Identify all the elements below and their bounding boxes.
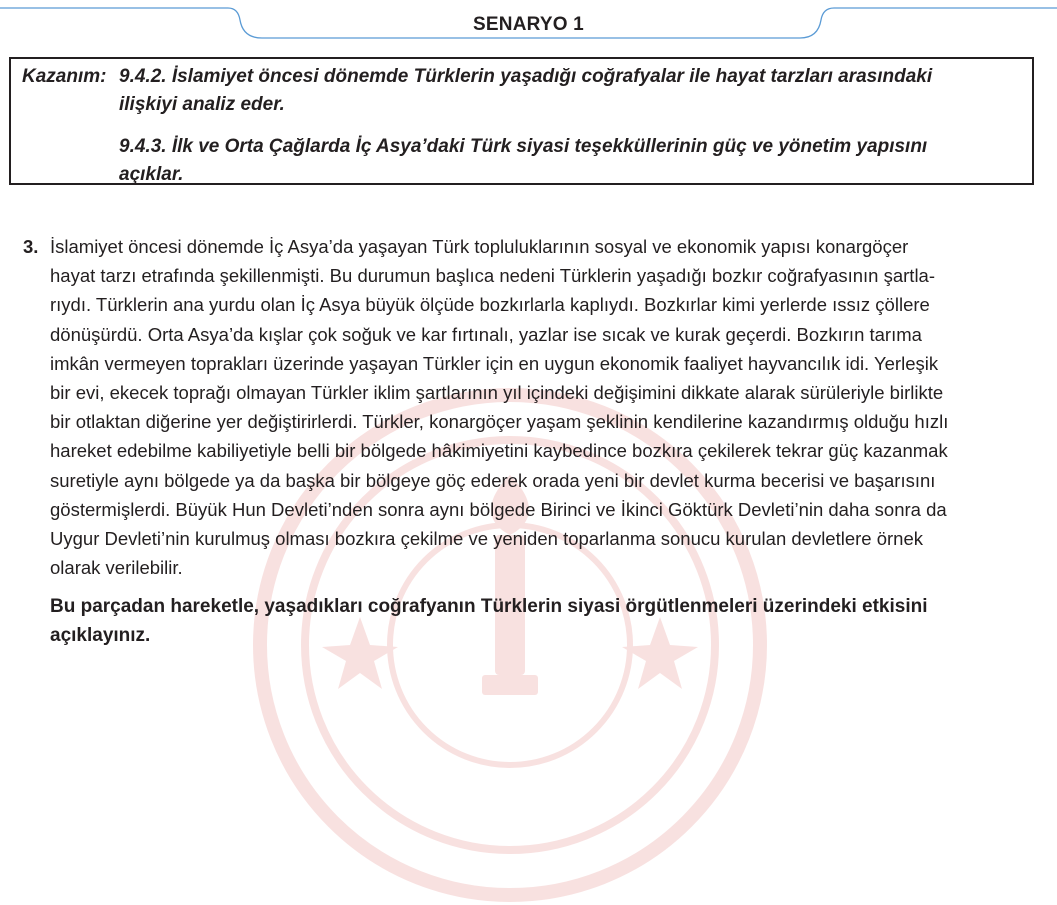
paragraph-line: bir evi, ekecek toprağı olmayan Türkler iklim şartlarının yıl içindeki değişimini dikkate alarak sürüleriyle birlikte [50, 381, 944, 403]
paragraph-line: rıydı. Türklerin ana yurdu olan İç Asya büyük ölçüde bozkırlarla kaplıydı. Bozkırlar kimi yerlerde ıssız çöllere [50, 294, 930, 316]
paragraph-line: İslamiyet öncesi dönemde İç Asya’da yaşayan Türk topluluklarının sosyal ve ekonomik yapısı konargöçer [50, 236, 909, 257]
paragraph-line: göstermişlerdi. Büyük Hun Devleti’nden sonra aynı bölgede Birinci ve İkinci Göktürk Devleti’nin daha sonra da [50, 498, 947, 520]
question-task [50, 592, 928, 650]
paragraph-line: hareket edebilme kabiliyetiyle belli bir bölgede hâkimiyetini kaybedince bozkıra çekilerek tekrar güç kazanmak [50, 440, 948, 462]
question-paragraph [50, 232, 948, 582]
paragraph-line: dönüşürdü. Orta Asya’da kışlar çok soğuk ve kar fırtınalı, yazlar ise sıcak ve kurak geçerdi. Bozkırın tarıma [50, 323, 922, 345]
task-line: açıklayınız. [50, 625, 151, 646]
paragraph-line: suretiyle aynı bölgede ya da başka bir bölgeye göç ederek orada yeni bir devlet kurma becerisi ve başarısını [50, 469, 936, 491]
paragraph-line: Uygur Devleti’nin kurulmuş olması bozkıra çekilme ve yeniden toparlanma sonucu kurulan devletlere örnek [50, 527, 924, 549]
scenario-title: SENARYO 1 [473, 14, 584, 35]
outcome-9-4-2-line-2: ilişkiyi analiz eder. [119, 94, 285, 115]
learning-outcomes-box [9, 57, 1034, 185]
paragraph-line: bir otlaktan diğerine yer değiştirirlerdi. Türkler, konargöçer yaşam şeklinin kendilerine kazandırmış olduğu hızlı [50, 411, 949, 433]
paragraph-line: hayat tarzı etrafında şekillenmişti. Bu durumun başlıca nedeni Türklerin yaşadığı bozkır coğrafyasının şartla- [50, 265, 936, 287]
paragraph-line: olarak verilebilir. [50, 557, 183, 579]
learning-outcomes-label: Kazanım: [22, 66, 107, 87]
outcome-9-4-3-line-1: 9.4.3. İlk ve Orta Çağlarda İç Asya’daki Türk siyasi teşekküllerinin güç ve yönetim yapısını [119, 136, 928, 157]
outcome-9-4-2-line-1: 9.4.2. İslamiyet öncesi dönemde Türklerin yaşadığı coğrafyalar ile hayat tarzları arasındaki [119, 66, 933, 87]
question-number: 3. [23, 236, 39, 257]
task-line: Bu parçadan hareketle, yaşadıkları coğrafyanın Türklerin siyasi örgütlenmeleri üzerindeki etkisini [50, 596, 928, 617]
paragraph-line: imkân vermeyen toprakları üzerinde yaşayan Türkler için en uygun ekonomik faaliyet hayvancılık idi. Yerleşik [50, 352, 939, 374]
outcome-9-4-3-line-2: açıklar. [119, 164, 184, 185]
